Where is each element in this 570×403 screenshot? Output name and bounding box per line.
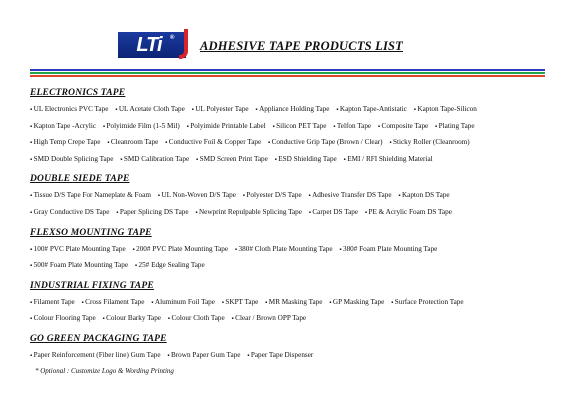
section: [30, 334, 555, 377]
product-item: ▪ 500# Foam Plate Mounting Tape: [30, 261, 128, 269]
product-item: ▪ Kapton Tape -Acrylic: [30, 122, 96, 130]
section-title: GO GREEN PACKAGING TAPE: [30, 333, 167, 344]
product-item: ▪ Newprint Repulpable Splicing Tape: [195, 208, 302, 216]
product-item: ▪ Colour Flooring Tape: [30, 314, 96, 322]
product-item: ▪ Sticky Roller (Cleanroom): [389, 138, 469, 146]
product-item: ▪ SMD Double Splicing Tape: [30, 155, 113, 163]
product-line: [30, 258, 555, 275]
product-item: ▪ Conductive Foil & Copper Tape: [165, 138, 261, 146]
section-title: INDUSTRIAL FIXING TAPE: [30, 280, 154, 291]
product-item: ▪ Appliance Holding Tape: [255, 105, 329, 113]
section: [30, 174, 555, 221]
product-item: ▪ Surface Protection Tape: [391, 298, 463, 306]
product-item: ▪ ESD Shielding Tape: [275, 155, 337, 163]
logo-text: LTi: [136, 34, 162, 56]
product-line: [30, 135, 555, 152]
product-item: ▪ 380# Foam Plate Mounting Tape: [339, 245, 437, 253]
product-item: ▪ PE & Acrylic Foam DS Tape: [365, 208, 452, 216]
product-item: ▪ Clear / Brown OPP Tape: [232, 314, 307, 322]
product-item: ▪ Silicon PET Tape: [273, 122, 327, 130]
product-item: ▪ Polyimide Film (1-5 Mil): [103, 122, 180, 130]
product-item: ▪ Filament Tape: [30, 298, 75, 306]
product-item: ▪ Carpet DS Tape: [309, 208, 358, 216]
product-line: [30, 242, 555, 259]
product-item: ▪ Composite Tape: [378, 122, 428, 130]
product-item: ▪ Brown Paper Gum Tape: [167, 351, 240, 359]
product-line: [30, 295, 555, 312]
product-line: [30, 205, 555, 222]
company-logo: [118, 32, 186, 58]
product-item: ▪ Telfon Tape: [333, 122, 371, 130]
product-item: ▪ Conductive Grip Tape (Brown / Clear): [268, 138, 383, 146]
product-item: ▪ Aluminum Foil Tape: [151, 298, 215, 306]
product-item: ▪ Gray Conductive DS Tape: [30, 208, 109, 216]
product-line: [30, 119, 555, 136]
section-title: DOUBLE SIEDE TAPE: [30, 174, 130, 185]
product-item: ▪ Kapton Tape-Silicon: [414, 105, 477, 113]
product-item: ▪ UL Non-Woven D/S Tape: [158, 191, 236, 199]
product-item: ▪ UL Acetate Cloth Tape: [115, 105, 185, 113]
optional-note: * Optional : Customize Logo & Wording Printing: [35, 366, 174, 375]
product-item: ▪ Polyester D/S Tape: [243, 191, 302, 199]
product-list: [30, 88, 555, 377]
product-item: ▪ Plating Tape: [435, 122, 475, 130]
product-item: ▪ EMI / RFI Shielding Material: [344, 155, 433, 163]
registered-mark: ®: [170, 35, 175, 41]
product-item: ▪ 200# PVC Plate Mounting Tape: [132, 245, 228, 253]
section-title: ELECTRONICS TAPE: [30, 88, 126, 98]
product-item: ▪ 380# Cloth Plate Mounting Tape: [235, 245, 333, 253]
section-title: FLEXSO MOUNTING TAPE: [30, 227, 152, 238]
product-line: [30, 152, 555, 169]
stripe-green: [30, 72, 545, 74]
product-item: ▪ Colour Cloth Tape: [168, 314, 225, 322]
product-line: [30, 188, 555, 205]
product-item: ▪ Paper Splicing DS Tape: [116, 208, 188, 216]
product-line: [30, 102, 555, 119]
product-item: ▪ Colour Barky Tape: [103, 314, 162, 322]
product-item: ▪ Paper Reinforcement (Fiber line) Gum Tape: [30, 351, 161, 359]
product-line: [30, 348, 555, 365]
product-item: ▪ MR Masking Tape: [265, 298, 322, 306]
product-item: ▪ UL Electronics PVC Tape: [30, 105, 108, 113]
product-item: ▪ UL Polyester Tape: [192, 105, 249, 113]
product-item: ▪ 100# PVC Plate Mounting Tape: [30, 245, 126, 253]
product-item: ▪ Cross Filament Tape: [82, 298, 145, 306]
product-item: ▪ Tissue D/S Tape For Nameplate & Foam: [30, 191, 151, 199]
product-item: ▪ SMD Calibration Tape: [120, 155, 189, 163]
product-item: ▪ Adhesive Transfer DS Tape: [308, 191, 391, 199]
logo-swoosh-icon: [179, 29, 188, 59]
section: [30, 88, 555, 168]
section: [30, 228, 555, 275]
page-title: ADHESIVE TAPE PRODUCTS LIST: [200, 39, 404, 53]
product-item: ▪ Paper Tape Dispenser: [247, 351, 313, 359]
section: [30, 281, 555, 328]
product-line: [30, 311, 555, 328]
color-stripes-divider: [30, 69, 545, 78]
stripe-blue: [30, 69, 545, 71]
product-item: ▪ SMD Screen Print Tape: [196, 155, 268, 163]
product-item: ▪ SKPT Tape: [222, 298, 259, 306]
product-item: ▪ GP Masking Tape: [329, 298, 384, 306]
product-item: ▪ Cleanroom Tape: [107, 138, 158, 146]
stripe-red: [30, 75, 545, 77]
product-item: ▪ Kapton DS Tape: [398, 191, 449, 199]
product-item: ▪ Polyimide Printable Label: [187, 122, 266, 130]
product-item: ▪ High Temp Crepe Tape: [30, 138, 100, 146]
product-item: ▪ 25# Edge Sealing Tape: [135, 261, 205, 269]
product-item: ▪ Kapton Tape-Antistatic: [336, 105, 407, 113]
page-header: [0, 30, 570, 64]
